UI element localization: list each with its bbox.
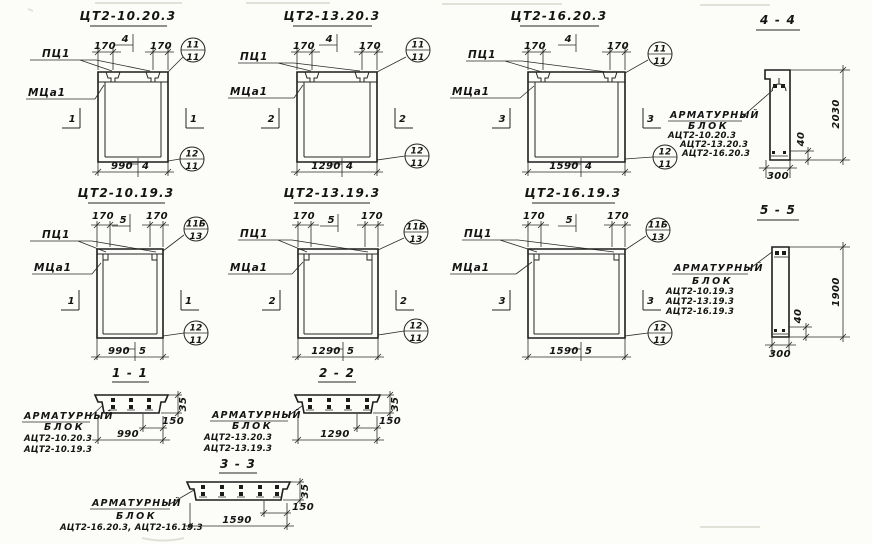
dim-width: 1290: [311, 161, 341, 172]
panel-title: ЦТ2-16.19.3: [524, 186, 622, 200]
dim-width: 990: [110, 161, 134, 172]
block-code: АЦТ2-16.20.3: [682, 149, 751, 159]
label-block: БЛОК: [116, 511, 157, 522]
cut-number-left: 2: [268, 296, 276, 307]
label-block: БЛОК: [688, 121, 729, 132]
dim-gap: 5: [327, 215, 335, 226]
callout-top-den: 11: [653, 57, 667, 67]
bar-outline: [772, 247, 789, 337]
cut-marks: [492, 108, 661, 128]
rebar-square: [346, 398, 350, 402]
panel-view-3: [450, 9, 677, 177]
block-code: АЦТ2-13.19.3: [666, 297, 735, 307]
rebar-square: [201, 492, 205, 496]
cut-number-right: 1: [190, 114, 198, 125]
keyway-notches: [536, 72, 617, 82]
section-title: 5 - 5: [759, 203, 797, 217]
block-code: АЦТ2-10.19.3: [24, 445, 93, 455]
dim-170-right: 170: [358, 41, 382, 52]
rebar-square: [258, 485, 262, 489]
callout-top-den: 13: [189, 232, 203, 242]
dimension-lines: [522, 34, 631, 177]
bar-outline: [765, 70, 790, 160]
panel-title: ЦТ2-13.20.3: [283, 9, 381, 23]
dim-170-left: 170: [93, 41, 117, 52]
callout-top-num: 11Б: [406, 222, 426, 233]
label-pc1: ПЦ1: [468, 49, 497, 61]
callout-top-num: 11Б: [186, 219, 206, 230]
block-code: АЦТ2-13.19.3: [204, 444, 273, 454]
dim-gap-mark: 5: [585, 346, 593, 357]
label-armature: АРМАТУРНЫЙ: [92, 498, 182, 509]
rebar-square: [782, 251, 786, 255]
dim-gap: 5: [565, 215, 573, 226]
rebar-square: [327, 405, 331, 409]
block-code: АЦТ2-13.20.3: [680, 140, 749, 150]
panel-view-4: [30, 186, 208, 361]
cut-number-right: 1: [185, 296, 193, 307]
section-title: 4 - 4: [759, 13, 797, 27]
dim-width: 1590: [222, 515, 252, 526]
panel-inner-lines: [98, 82, 168, 157]
dim-gap: 4: [564, 34, 572, 45]
dim-170-right: 170: [149, 41, 173, 52]
callout-top-num: 11: [653, 44, 667, 55]
dimension-lines: [291, 34, 383, 177]
keyway-notches: [305, 72, 369, 82]
rebar-square: [220, 492, 224, 496]
panel-title: ЦТ2-10.20.3: [79, 9, 177, 23]
rebar-square: [111, 398, 115, 402]
callout-top-den: 11: [186, 53, 200, 63]
dimension-lines: [522, 214, 631, 361]
label-pc1: ПЦ1: [42, 229, 71, 241]
label-pc1: ПЦ1: [240, 228, 269, 240]
rebar-square: [147, 398, 151, 402]
panel-title: ЦТ2-16.20.3: [510, 9, 608, 23]
rebar-square: [783, 151, 786, 154]
label-block: БЛОК: [44, 422, 85, 433]
rebar-square: [239, 492, 243, 496]
callout-bot-den: 11: [410, 159, 424, 169]
dim-width: 1290: [311, 346, 341, 357]
dim-inset: 150: [162, 416, 185, 427]
callout-bot-den: 11: [185, 162, 199, 172]
label-mca1: МЦа1: [230, 86, 268, 98]
panel-outline: [528, 72, 625, 162]
cut-marks: [492, 290, 661, 310]
section-5-5: [665, 203, 850, 360]
cut-marks: [62, 108, 204, 128]
block-code: АЦТ2-16.19.3: [666, 307, 735, 317]
rebar-square: [346, 405, 350, 409]
rebar-square: [308, 405, 312, 409]
dim-gap-mark: 4: [346, 161, 354, 172]
callout-bot-num: 12: [409, 321, 423, 332]
rebar-square: [774, 329, 777, 332]
dim-170-right: 170: [145, 211, 169, 222]
label-pc1: ПЦ1: [240, 51, 269, 63]
label-pc1: ПЦ1: [464, 228, 493, 240]
dim-170-left: 170: [523, 41, 547, 52]
rebar-square: [775, 251, 779, 255]
dim-170-left: 170: [91, 211, 115, 222]
dim-170-left: 170: [292, 211, 316, 222]
dim-gap-mark: 5: [139, 346, 147, 357]
label-armature: АРМАТУРНЫЙ: [670, 110, 760, 121]
dim-width: 1290: [320, 429, 350, 440]
rebar-square: [111, 405, 115, 409]
cut-number-right: 3: [647, 296, 655, 307]
scan-artifacts: [28, 3, 770, 541]
callout-top-num: 11: [411, 40, 425, 51]
callout-bot-num: 12: [653, 323, 667, 334]
dim-width: 990: [116, 429, 140, 440]
callout-bot-den: 11: [189, 336, 203, 346]
section-4-4: [667, 13, 850, 182]
rebar-square: [258, 492, 262, 496]
section-title: 1 - 1: [111, 366, 149, 380]
rebar-square: [365, 405, 369, 409]
block-code: АЦТ2-10.20.3: [24, 434, 93, 444]
rebar-square: [365, 398, 369, 402]
dim-170-right: 170: [606, 41, 630, 52]
cut-number-left: 2: [267, 114, 275, 125]
rebar-square: [201, 485, 205, 489]
panel-view-6: [450, 186, 672, 361]
section-title: 2 - 2: [318, 366, 356, 380]
rebar-square: [327, 398, 331, 402]
panel-inner-lines: [97, 254, 163, 334]
section-title: 3 - 3: [219, 457, 257, 471]
dim-width: 300: [768, 349, 792, 360]
panel-outline: [97, 249, 163, 338]
rebar-square: [275, 492, 279, 496]
callout-bot-num: 12: [410, 146, 424, 157]
keyway-notches: [106, 72, 160, 82]
dim-170-right: 170: [360, 211, 384, 222]
label-mca1: МЦа1: [452, 86, 490, 98]
panel-outline: [298, 249, 378, 338]
section-3-3: [59, 457, 314, 533]
panel-inner-lines: [528, 254, 625, 334]
callout-bot-den: 11: [658, 160, 672, 170]
label-armature: АРМАТУРНЫЙ: [24, 411, 114, 422]
dim-width: 300: [766, 171, 790, 182]
rebar-square: [129, 398, 133, 402]
panel-inner-lines: [297, 82, 377, 157]
block-code: АЦТ2-16.20.3, АЦТ2-16.19.3: [60, 523, 203, 533]
dimension-lines: [292, 214, 384, 361]
panel-view-1: [26, 9, 205, 177]
panel-outline: [528, 249, 625, 338]
dim-thickness: 35: [300, 483, 311, 499]
callout-bot-den: 11: [409, 334, 423, 344]
panel-outline: [98, 72, 168, 162]
callout-bot-den: 11: [653, 336, 667, 346]
dim-offset: 40: [793, 308, 804, 324]
panel-view-2: [228, 9, 430, 177]
callout-top-den: 13: [409, 235, 423, 245]
label-armature: АРМАТУРНЫЙ: [212, 410, 302, 421]
dim-thickness: 35: [178, 396, 189, 412]
dim-thickness: 35: [390, 396, 401, 412]
cut-number-left: 3: [498, 296, 506, 307]
dim-170-right: 170: [606, 211, 630, 222]
corner-notches: [304, 254, 372, 260]
panel-title: ЦТ2-13.19.3: [283, 186, 381, 200]
dimension-lines: [92, 34, 174, 177]
cut-number-left: 1: [68, 114, 76, 125]
rebar-square: [129, 405, 133, 409]
panel-outline: [297, 72, 377, 162]
rebar-square: [239, 485, 243, 489]
corner-notches: [103, 254, 157, 260]
callout-bot-num: 12: [185, 149, 199, 160]
rebar-square: [147, 405, 151, 409]
block-code: АЦТ2-13.20.3: [204, 433, 273, 443]
dim-height: 2030: [831, 99, 842, 129]
cut-number-left: 1: [67, 296, 75, 307]
dim-gap-mark: 4: [142, 161, 150, 172]
corner-notches: [534, 254, 619, 260]
panel-inner-lines: [528, 82, 625, 157]
dim-170-left: 170: [292, 41, 316, 52]
label-block: БЛОК: [692, 276, 733, 287]
cut-number-right: 3: [647, 114, 655, 125]
label-mca1: МЦа1: [452, 262, 490, 274]
dim-gap: 4: [121, 34, 129, 45]
dim-gap: 4: [325, 34, 333, 45]
panel-inner-lines: [298, 254, 378, 334]
rebar-square: [782, 329, 785, 332]
dim-inset: 150: [292, 502, 315, 513]
cut-number-left: 3: [498, 114, 506, 125]
dim-width: 1590: [549, 346, 579, 357]
label-mca1: МЦа1: [28, 87, 66, 99]
rebar-square: [772, 151, 775, 154]
block-code: АЦТ2-10.20.3: [668, 131, 737, 141]
dim-height: 1900: [831, 277, 842, 307]
callout-bot-num: 12: [658, 147, 672, 158]
rebar-square: [220, 485, 224, 489]
cut-marks: [61, 290, 199, 310]
callout-top-num: 11Б: [648, 220, 668, 231]
cut-marks: [262, 290, 414, 310]
label-pc1: ПЦ1: [42, 48, 71, 60]
dim-offset: 40: [796, 131, 807, 147]
callout-top-den: 13: [651, 233, 665, 243]
dim-gap-mark: 5: [347, 346, 355, 357]
panel-title: ЦТ2-10.19.3: [77, 186, 175, 200]
cut-number-right: 2: [400, 296, 408, 307]
callout-bot-num: 12: [189, 323, 203, 334]
dim-170-left: 170: [522, 211, 546, 222]
cut-number-right: 2: [399, 114, 407, 125]
label-mca1: МЦа1: [34, 262, 72, 274]
section-2-2: [203, 366, 401, 454]
callout-top-num: 11: [186, 40, 200, 51]
callout-top-den: 11: [411, 53, 425, 63]
dim-gap-mark: 4: [585, 161, 593, 172]
cut-marks: [261, 108, 413, 128]
dim-gap: 5: [119, 215, 127, 226]
block-code: АЦТ2-10.19.3: [666, 287, 735, 297]
rebar-square: [308, 398, 312, 402]
dim-width: 1590: [549, 161, 579, 172]
panel-view-5: [228, 186, 428, 361]
rebar-square: [275, 485, 279, 489]
label-block: БЛОК: [232, 421, 273, 432]
dim-inset: 150: [379, 416, 402, 427]
label-mca1: МЦа1: [230, 262, 268, 274]
section-1-1: [22, 366, 189, 455]
dim-width: 990: [107, 346, 131, 357]
label-armature: АРМАТУРНЫЙ: [674, 263, 764, 274]
